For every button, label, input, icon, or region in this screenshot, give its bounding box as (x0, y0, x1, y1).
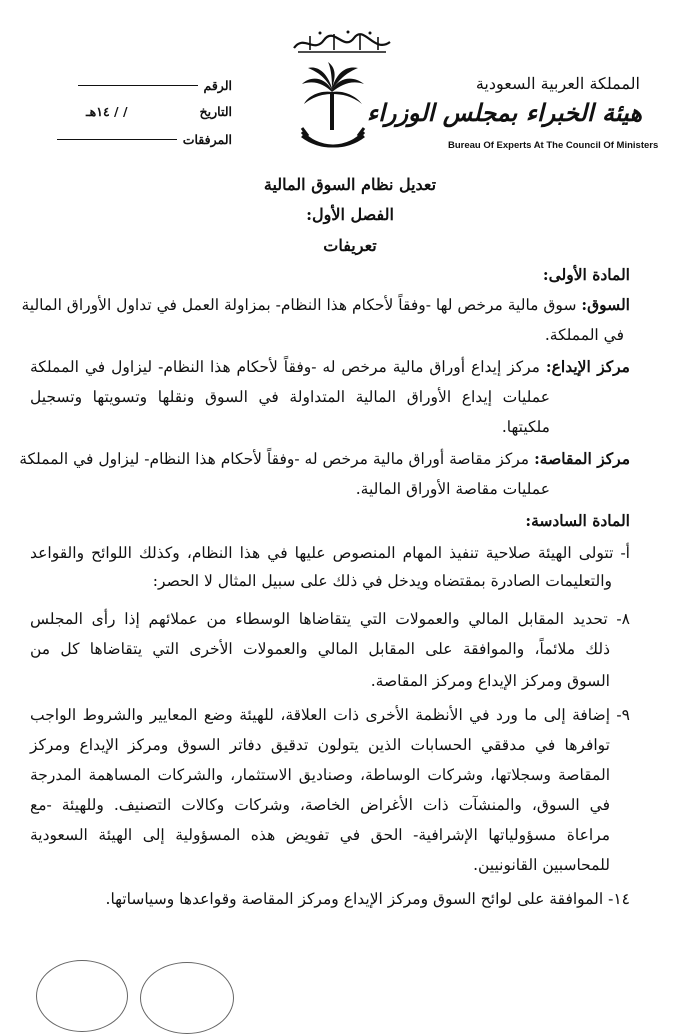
article-1-heading: المادة الأولى: (542, 265, 630, 284)
organization-english-name: Bureau Of Experts At The Council Of Ministers (448, 140, 659, 151)
clause-a-line-2: والتعليمات الصادرة بمقتضاه ويدخل في ذلك على سبيل المثال لا الحصر: (152, 572, 612, 590)
reference-number-row (78, 74, 232, 96)
definition-depository-text: مركز إيداع أوراق مالية مرخص له -وفقاً لأحكام هذا النظام- ليزاول في المملكة (30, 358, 540, 376)
document-title: تعديل نظام السوق المالية (263, 175, 437, 194)
term-market: السوق: (581, 295, 630, 314)
date-row (86, 100, 232, 122)
official-stamp-right (140, 962, 234, 1034)
item-9-line-5: مراعاة مسؤولياتها الإشرافية- الحق في تفويض هذه المسؤولية إلى الهيئة السعودية (30, 826, 610, 844)
official-stamp-left (36, 960, 128, 1032)
definition-market-line-2: في المملكة. (544, 326, 624, 344)
item-8-line-1: ٨- تحديد المقابل المالي والعمولات التي يتقاضاها الوسطاء من عملائهم إذا رأى المجلس (30, 610, 630, 628)
attachments-line (57, 138, 177, 140)
organization-header (366, 72, 659, 162)
definition-market-text: سوق مالية مرخص لها -وفقاً لأحكام هذا النظام- بمزاولة العمل في تداول الأوراق المالية (21, 296, 577, 314)
kingdom-name: المملكة العربية السعودية (475, 74, 640, 93)
definitions-heading: تعريفات (323, 236, 377, 255)
definition-clearing-text: مركز مقاصة أوراق مالية مرخص له -وفقاً لأحكام هذا النظام- ليزاول في المملكة (19, 450, 530, 468)
reference-block (52, 74, 232, 154)
item-9-line-2: توافرها في مدققي الحسابات الذين يتولون تدقيق دفاتر السوق ومركز الإيداع ومركز (30, 736, 610, 754)
reference-number-label: الرقم (203, 77, 232, 93)
item-8-line-3: السوق ومركز الإيداع ومركز المقاصة. (370, 672, 610, 690)
item-14-line-1: ١٤- الموافقة على لوائح السوق ومركز الإيداع ومركز المقاصة وقواعدها وسياساتها. (105, 890, 630, 908)
date-value: / / ١٤هـ (86, 103, 128, 119)
chapter-heading: الفصل الأول: (306, 205, 394, 224)
item-9-line-6: للمحاسبين القانونيين. (473, 856, 610, 874)
item-9-line-1: ٩- إضافة إلى ما ورد في الأنظمة الأخرى ذات العلاقة، للهيئة وضع المعايير والشروط الواجب (30, 706, 630, 724)
article-6-heading: المادة السادسة: (525, 511, 630, 530)
item-8-line-2: ذلك ملائماً، والموافقة على المقابل المالي والعمولات الأخرى التي يتقاضاها كل من (30, 640, 610, 658)
clause-a-line-1: أ- تتولى الهيئة صلاحية تنفيذ المهام المنصوص عليها في هذا النظام، وكذلك اللوائح والقواعد (30, 544, 630, 562)
palm-swords-emblem (298, 62, 368, 152)
term-clearing: مركز المقاصة: (534, 449, 630, 468)
definition-clearing-line-2: عمليات مقاصة الأوراق المالية. (355, 480, 550, 498)
definition-market-line-1 (21, 292, 630, 318)
item-9-line-3: المقاصة وسجلاتها، وشركات الوساطة، وصناديق الاستثمار، والشركات المساهمة المدرجة (30, 766, 610, 784)
organization-name: هيئة الخبراء بمجلس الوزراء (366, 98, 642, 127)
attachments-label: المرفقات (182, 131, 232, 147)
definition-depository-line-1 (30, 354, 630, 380)
definition-depository-line-3: ملكيتها. (501, 418, 550, 436)
attachments-row (57, 128, 232, 150)
reference-number-line (78, 84, 198, 86)
basmala-calligraphy (290, 28, 394, 58)
date-label: التاريخ (199, 103, 232, 119)
item-9-line-4: في السوق، والمنشآت ذات الأغراض الخاصة، وشركات وكالات التصنيف. وللهيئة -مع (30, 796, 610, 814)
definition-clearing-line-1 (19, 446, 630, 472)
definition-depository-line-2: عمليات إيداع الأوراق المالية المتداولة في السوق ونقلها وتسويتها وتسجيل (30, 388, 550, 406)
term-depository: مركز الإيداع: (545, 357, 630, 376)
